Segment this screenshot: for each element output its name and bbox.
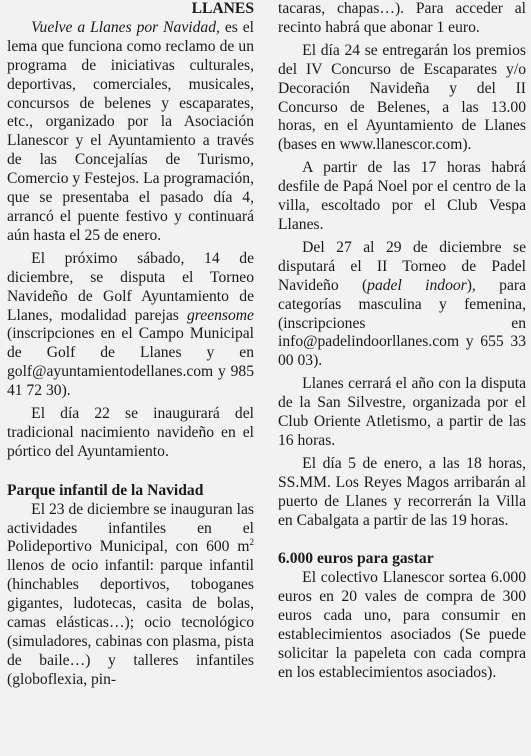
prizes-paragraph: El día 24 se entregarán los premios del IV Concurso de Escaparates y/o Decoración Navideña y del II Concurso de Belenes, a las 13.00 horas, en el Ayuntamiento de Llanes (bases en www.llanescor.com).	[278, 41, 526, 154]
reyes-magos-paragraph: El día 5 de enero, a las 18 horas, SS.MM. Los Reyes Magos arribarán al puerto de Llanes y recorrerán la Villa en Cabalgata a partir de las 19 horas.	[278, 454, 526, 529]
golf-text-part2: (inscripciones en el Campo Municipal de Golf de Llanes y en golf@ayuntamientodellanes.com y 985 41 72 30).	[7, 325, 254, 400]
park-subhead: Parque infantil de la Navidad	[7, 481, 204, 499]
intro-lead-italic: Vuelve a Llanes por Navidad,	[31, 18, 220, 36]
intro-text: es el lema que funciona como reclamo de un programa de iniciativas culturales, deportivas, comerciales, musicales, concursos de belenes y escaparates, etc., organizado por la Asociación Llanescor y el Ayuntamiento a través de las Concejalías de Turismo, Comercio y Festejos. La programación, que se presentaba el pasado día 4, arrancó el puente festivo y continuará aún hasta el 25 de enero.	[7, 18, 254, 244]
vouchers-subhead: 6.000 euros para gastar	[278, 550, 434, 568]
padel-text-part2: ), para categorías masculina y femenina, (inscripciones en info@padelindoorllanes.com y 655 33 00 03).	[278, 276, 526, 370]
santa-paragraph: A partir de las 17 horas habrá desfile de Papá Noel por el centro de la villa, escoltado por el Club Vespa Llanes.	[278, 159, 526, 233]
padel-italic: padel indoor	[367, 276, 467, 294]
park-text-part2: llenos de ocio infantil: parque infantil (hinchables deportivos, toboganes gigantes, ludotecas, casita de bolas, camas elásticas…); ocio tecnológico (simuladores, cabinas con plasma, pista de baile…) y talleres infantiles (globoflexia, pin-	[7, 557, 254, 688]
park-text-part1: El 23 de diciembre se inauguran las actividades infantiles en el Polideportivo Municipal, con 600 m	[7, 500, 254, 556]
dateline: LLANES	[191, 0, 254, 17]
golf-italic: greensome	[187, 306, 254, 324]
san-silvestre-paragraph: Llanes cerrará el año con la disputa de la San Silvestre, organizada por el Club Oriente Atletismo, a partir de las 16 horas.	[278, 375, 526, 449]
park-paragraph	[7, 501, 254, 690]
padel-paragraph	[278, 239, 526, 371]
padel-text-part1: Del 27 al 29 de diciembre se disputará el II Torneo de Padel Navideño (	[278, 238, 526, 294]
golf-paragraph	[7, 250, 254, 401]
golf-text-part1: El próximo sábado, 14 de diciembre, se disputa el Torneo Navideño de Golf Ayuntamiento de Llanes, modalidad parejas	[7, 249, 254, 324]
vouchers-paragraph: El colectivo Llanescor sortea 6.000 euros en 20 vales de compra de 300 euros cada uno, para consumir en establecimientos asociados (Se puede solicitar la papeleta con cada compra en los establecimientos asociados).	[278, 569, 526, 681]
left-column	[7, 0, 254, 690]
park-superscript: 2	[249, 537, 254, 548]
right-column	[278, 0, 526, 683]
continued-paragraph: tacaras, chapas…). Para acceder al recinto habrá que abonar 1 euro.	[278, 0, 526, 36]
intro-paragraph	[7, 19, 254, 246]
nativity-paragraph: El día 22 se inaugurará del tradicional nacimiento navideño en el pórtico del Ayuntamiento.	[7, 405, 254, 460]
